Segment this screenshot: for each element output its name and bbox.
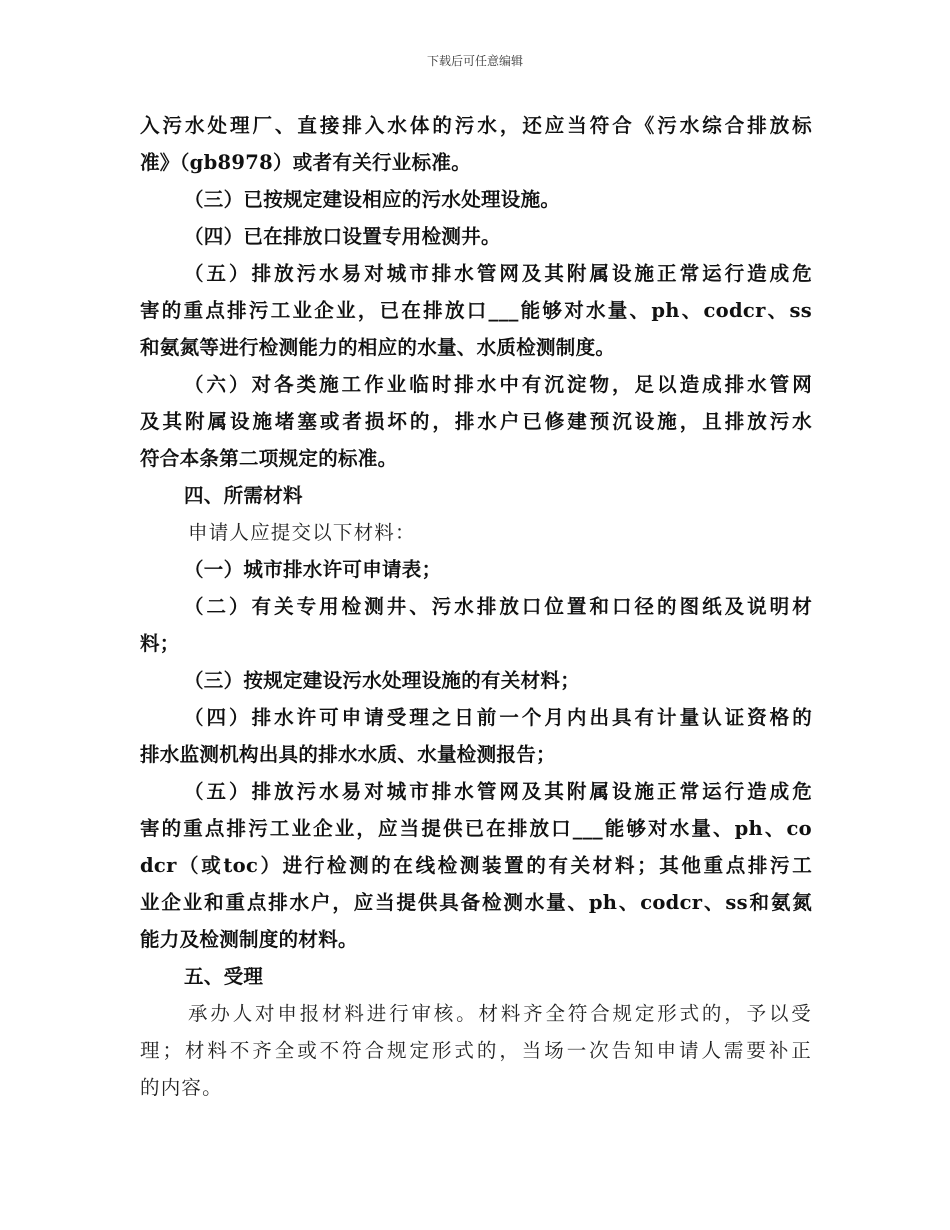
list-item: （二）有关专用检测井、污水排放口位置和口径的图纸及说明材 [184,595,812,618]
paragraph-line: 的内容。 [140,1076,223,1099]
list-item: （五）排放污水易对城市排水管网及其附属设施正常运行造成危 [184,780,812,803]
list-item: （四）已在排放口设置专用检测井。 [184,225,501,248]
paragraph-line: 承办人对申报材料进行审核。材料齐全符合规定形式的，予以受 [188,1002,812,1025]
paragraph-line: 能力及检测制度的材料。 [140,928,358,951]
paragraph-line: 料； [140,632,180,655]
list-item: （六）对各类施工作业临时排水中有沉淀物，足以造成排水管网 [184,373,812,396]
paragraph-line: 理；材料不齐全或不符合规定形式的，当场一次告知申请人需要补正 [140,1039,812,1062]
paragraph-line: dcr（或toc）进行检测的在线检测装置的有关材料；其他重点排污工 [140,854,812,877]
paragraph-line: 害的重点排污工业企业，应当提供已在排放口___能够对水量、ph、co [140,817,812,840]
list-item: （四）排水许可申请受理之日前一个月内出具有计量认证资格的 [184,706,812,729]
document-body [140,107,812,1106]
paragraph-line: 准》（gb8978）或者有关行业标准。 [140,151,471,174]
paragraph-line: 符合本条第二项规定的标准。 [140,447,398,470]
list-item: （一）城市排水许可申请表； [184,558,442,581]
list-item: （三）按规定建设污水处理设施的有关材料； [184,669,581,692]
paragraph-line: 及其附属设施堵塞或者损坏的，排水户已修建预沉设施，且排放污水 [140,410,812,433]
section-heading: 五、受理 [184,965,264,988]
page-header: 下载后可任意编辑 [426,54,523,68]
paragraph-line: 入污水处理厂、直接排入水体的污水，还应当符合《污水综合排放标 [140,114,812,137]
paragraph-line: 业企业和重点排水户，应当提供具备检测水量、ph、codcr、ss和氨氮 [140,891,812,914]
paragraph-line: 申请人应提交以下材料： [188,521,416,544]
paragraph-line: 和氨氮等进行检测能力的相应的水量、水质检测制度。 [140,336,616,359]
paragraph-line: 害的重点排污工业企业，已在排放口___能够对水量、ph、codcr、ss [140,299,812,322]
paragraph-line: 排水监测机构出具的排水水质、水量检测报告； [140,743,556,766]
list-item: （五）排放污水易对城市排水管网及其附属设施正常运行造成危 [184,262,812,285]
list-item: （三）已按规定建设相应的污水处理设施。 [184,188,561,211]
section-heading: 四、所需材料 [184,484,303,507]
